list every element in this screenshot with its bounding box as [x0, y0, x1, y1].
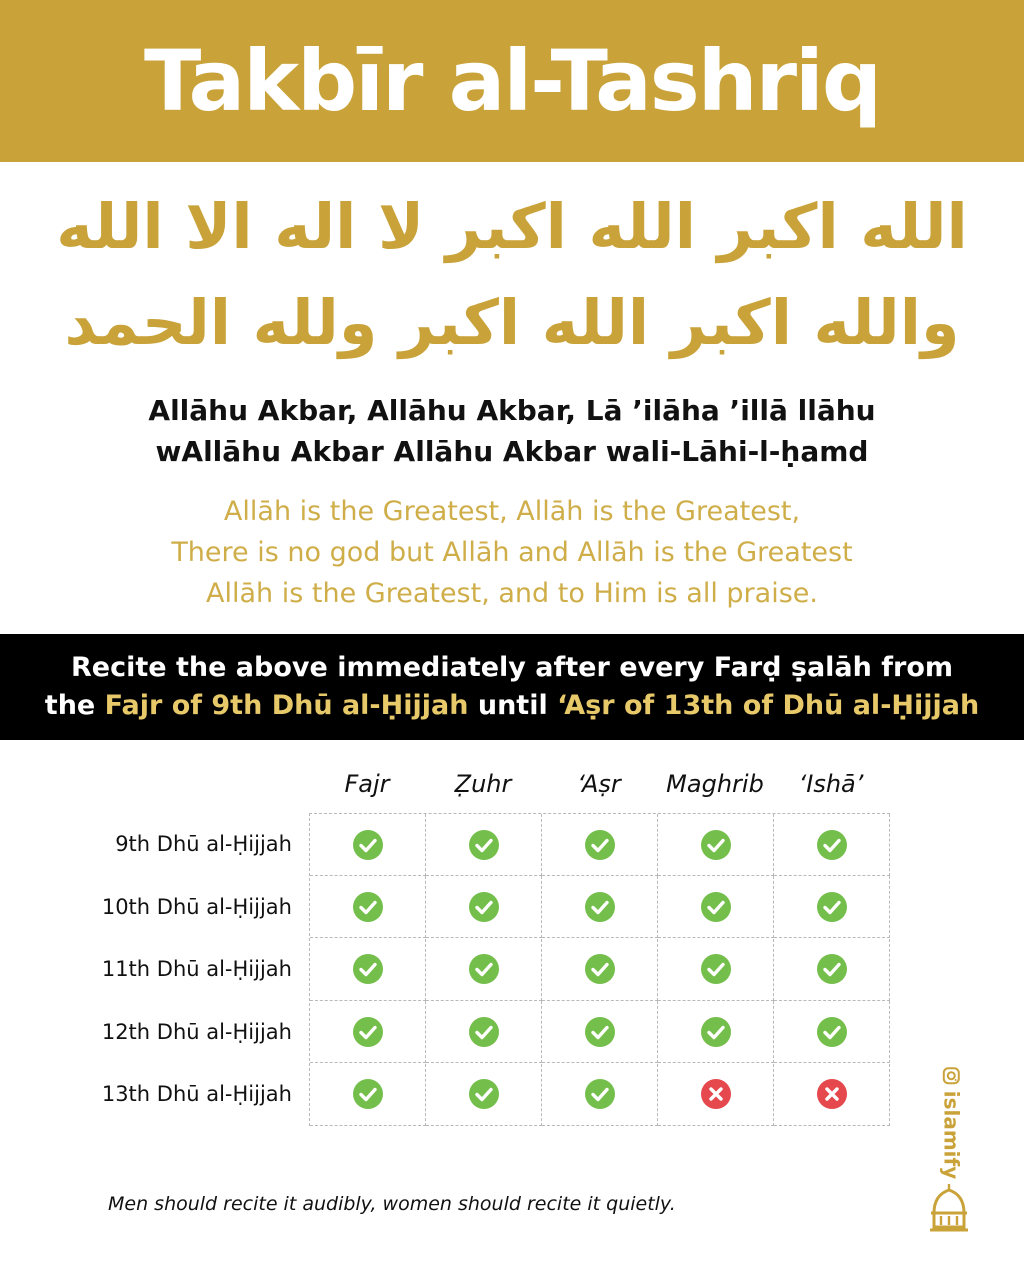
table-cell — [310, 814, 426, 876]
check-icon — [352, 953, 384, 985]
table-cell — [426, 1064, 542, 1126]
table-cell — [426, 1001, 542, 1063]
table-cell — [658, 1064, 774, 1126]
table-cell — [542, 1001, 658, 1063]
handle-text: islamify — [939, 1090, 964, 1180]
table-cell — [658, 939, 774, 1001]
row-label-12th: 12th Dhū al-Ḥijjah — [101, 1020, 292, 1044]
check-icon — [700, 1016, 732, 1048]
table-cell — [542, 1064, 658, 1126]
prayer-table — [309, 813, 890, 1126]
table-cell — [542, 814, 658, 876]
check-icon — [584, 1078, 616, 1110]
check-icon — [468, 829, 500, 861]
check-icon — [700, 829, 732, 861]
table-cell — [426, 814, 542, 876]
check-icon — [352, 829, 384, 861]
instruction-until: until — [468, 690, 558, 721]
check-icon — [584, 829, 616, 861]
column-header-maghrib: Maghrib — [666, 770, 764, 798]
check-icon — [816, 953, 848, 985]
row-label-13th: 13th Dhū al-Ḥijjah — [101, 1082, 292, 1106]
table-cell — [310, 1001, 426, 1063]
column-header-asr: ‘Aṣr — [577, 770, 621, 798]
check-icon — [584, 1016, 616, 1048]
row-label-11th: 11th Dhū al-Ḥijjah — [101, 957, 292, 981]
translation-line-2: There is no god but Allāh and Allāh is the Greatest — [171, 537, 853, 568]
instruction-line-1: Recite the above immediately after every Farḍ ṣalāh from — [70, 652, 954, 683]
check-icon — [468, 953, 500, 985]
check-icon — [584, 891, 616, 923]
table-cell — [774, 876, 890, 938]
column-header-isha: ‘Ishā’ — [798, 770, 864, 798]
table-cell — [426, 876, 542, 938]
check-icon — [468, 1016, 500, 1048]
table-cell — [774, 814, 890, 876]
check-icon — [700, 953, 732, 985]
translation-line-3: Allāh is the Greatest, and to Him is all praise. — [206, 578, 818, 609]
instruction-the: the — [44, 690, 105, 721]
instruction-start: Fajr of 9th Dhū al-Ḥijjah — [104, 690, 469, 721]
instruction-band — [0, 634, 1024, 740]
arabic-line-2: والله اكبر الله اكبر ولله الحمد — [64, 286, 960, 359]
column-header-fajr: Fajr — [344, 770, 390, 798]
table-cell — [310, 939, 426, 1001]
table-cell — [310, 1064, 426, 1126]
check-icon — [816, 1016, 848, 1048]
table-cell — [542, 876, 658, 938]
transliteration-line-2: wAllāhu Akbar Allāhu Akbar wali-Lāhi-l-ḥamd — [155, 435, 869, 468]
row-label-10th: 10th Dhū al-Ḥijjah — [101, 895, 292, 919]
cross-icon — [700, 1078, 732, 1110]
check-icon — [468, 1078, 500, 1110]
instagram-icon — [942, 1067, 960, 1085]
column-header-zuhr: Ẓuhr — [454, 770, 512, 798]
mosque-logo-icon — [929, 1183, 969, 1233]
check-icon — [816, 891, 848, 923]
social-handle — [934, 1068, 968, 1178]
transliteration-line-1: Allāhu Akbar, Allāhu Akbar, Lā ’ilāha ’illā llāhu — [148, 394, 876, 427]
check-icon — [352, 1078, 384, 1110]
translation-line-1: Allāh is the Greatest, Allāh is the Greatest, — [223, 496, 801, 527]
table-cell — [658, 814, 774, 876]
arabic-line-1: الله اكبر الله اكبر لا اله الا الله — [56, 190, 968, 263]
table-cell — [542, 939, 658, 1001]
check-icon — [352, 1016, 384, 1048]
check-icon — [468, 891, 500, 923]
title-banner — [0, 0, 1024, 162]
table-cell — [426, 939, 542, 1001]
table-cell — [774, 939, 890, 1001]
table-cell — [774, 1001, 890, 1063]
table-cell — [774, 1064, 890, 1126]
check-icon — [584, 953, 616, 985]
cross-icon — [816, 1078, 848, 1110]
table-cell — [658, 876, 774, 938]
instruction-end: ‘Aṣr of 13th of Dhū al-Ḥijjah — [557, 690, 980, 721]
table-cell — [658, 1001, 774, 1063]
row-label-9th: 9th Dhū al-Ḥijjah — [115, 832, 292, 856]
instruction-line-2 — [0, 687, 1024, 725]
footnote: Men should recite it audibly, women should recite it quietly. — [108, 1193, 676, 1215]
check-icon — [700, 891, 732, 923]
check-icon — [816, 829, 848, 861]
check-icon — [352, 891, 384, 923]
page-title: Takbīr al-Tashriq — [144, 32, 880, 130]
table-cell — [310, 876, 426, 938]
